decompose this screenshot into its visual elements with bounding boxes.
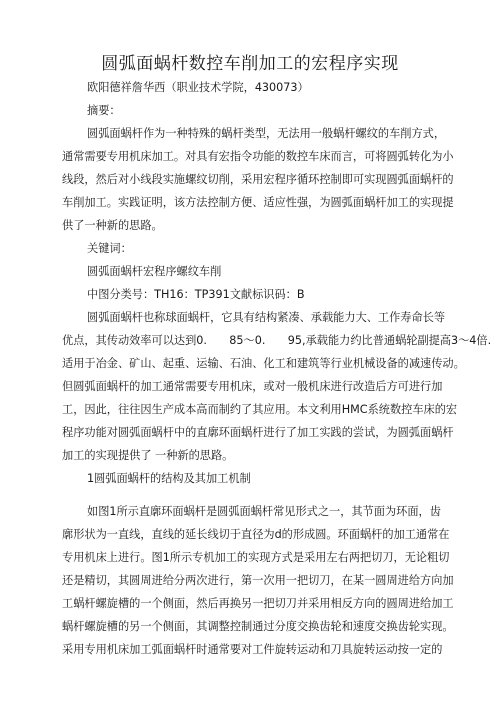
- keywords-label: 关键词：: [87, 242, 132, 255]
- body-line: 工蜗杆螺旋槽的一个侧面，然后再换另一把切刀并采用相反方向的圆周进给加工: [62, 597, 454, 610]
- body-line: 圆弧面蜗杆也称球面蜗杆，它具有结构紧凑、承载能力大、工作寿命长等: [87, 311, 446, 324]
- paper-title: 圆弧面蜗杆数控车削加工的宏程序实现: [101, 54, 399, 74]
- body-line: 但圆弧面蜗杆的加工通常需要专用机床，或对一般机床进行改造后方可进行加: [62, 380, 443, 393]
- body-line: 优点，其传动效率可以达到0. 85～0. 95,承载能力约比普通蜗轮副提高3～4倍.: [62, 334, 492, 347]
- abstract-line: 圆弧面蜗杆作为一种特殊的蜗杆类型，无法用一般蜗杆螺纹的车削方式，: [87, 127, 446, 140]
- author-line: 欧阳德祥詹华西（职业技术学院，430073）: [87, 81, 309, 94]
- body-line: 蜗杆螺旋槽的另一个侧面，其调整控制通过分度交换齿轮和速度交换齿轮实现。: [62, 620, 454, 633]
- body-line: 专用机床上进行。图1所示专机加工的实现方式是采用左右两把切刀，无论粗切: [62, 551, 450, 564]
- abstract-line: 通常需要专用机床加工。对具有宏指令功能的数控车床而言，可将圆弧转化为小: [62, 150, 454, 163]
- abstract-label: 摘要：: [87, 104, 121, 117]
- keywords-text: 圆弧面蜗杆宏程序螺纹车削: [87, 265, 222, 278]
- body-line: 采用专用机床加工弧面蜗杆时通常要对工件旋转运动和刀具旋转运动按一定的: [62, 643, 443, 656]
- body-line: 如图1所示直廓环面蜗杆是圆弧面蜗杆常见形式之一，其节面为环面，齿: [87, 505, 441, 518]
- abstract-line: 供了一种新的思路。: [62, 219, 163, 232]
- classification-line: 中图分类号：TH16：TP391文献标识码：B: [87, 288, 305, 301]
- body-line: 廓形状为一直线，直线的延长线切于直径为d的形成圆。环面蜗杆的加工通常在: [62, 528, 450, 541]
- body-line: 工，因此，往往因生产成本高而制约了其应用。本文利用HMC系统数控车床的宏: [62, 403, 458, 416]
- abstract-line: 线段，然后对小线段实施螺纹切削，采用宏程序循环控制即可实现圆弧面蜗杆的: [62, 173, 454, 186]
- abstract-line: 车削加工。实践证明，该方法控制方便、适应性强，为圆弧面蜗杆加工的实现提: [62, 196, 454, 209]
- body-line: 加工的实现提供了 一种新的思路。: [62, 449, 234, 462]
- body-line: 程序功能对圆弧面蜗杆中的直廓环面蜗杆进行了加工实践的尝试，为圆弧面蜗杆: [62, 426, 454, 439]
- body-line: 还是精切，其圆周进给分两次进行，第一次用一把切刀，在某一圆周进给方向加: [62, 574, 454, 587]
- body-line: 适用于冶金、矿山、起重、运输、石油、化工和建筑等行业机械设备的减速传动。: [62, 357, 465, 370]
- section-heading: 1圆弧面蜗杆的结构及其加工机制: [87, 472, 251, 485]
